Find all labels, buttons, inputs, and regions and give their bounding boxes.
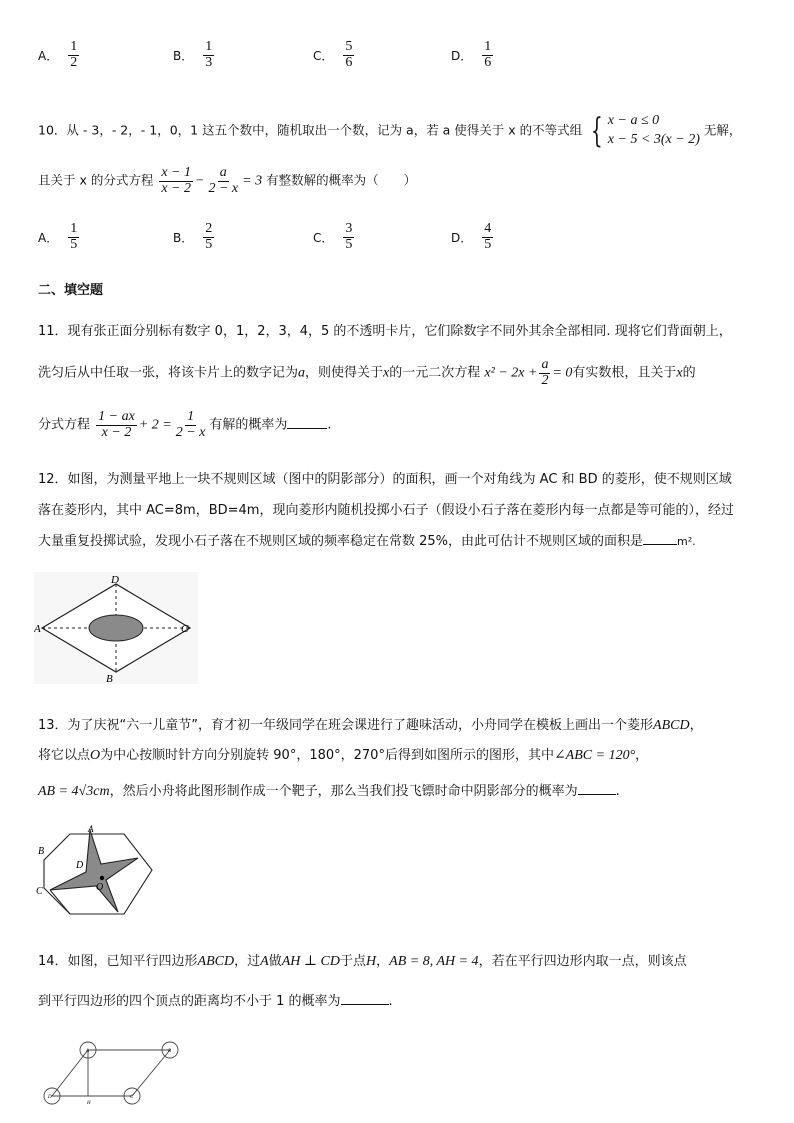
label-a: A — [88, 824, 94, 834]
q13-line3: AB = 4√3cm，然后小舟将此图形制作成一个靶子，那么当我们投飞镖时命中阴影部分的概率为 . — [38, 784, 620, 799]
fraction: $\frac{a}{2}$ — [541, 357, 549, 388]
q12-line3: 大量重复投掷试验，发现小石子落在不规则区域的频率稳定在常数 25%，由此可估计不规则区域的面积是 m². — [38, 534, 696, 549]
answer-blank — [643, 544, 677, 545]
fraction: $\frac{3}{5}$ — [345, 221, 353, 252]
q9-option-c: C． $\frac{5}{6}$ — [313, 39, 353, 70]
q10-option-a: A． $\frac{1}{5}$ — [38, 221, 78, 252]
fraction: $\frac{a}{2 - x}$ — [208, 165, 239, 196]
q10-option-c: C． $\frac{3}{5}$ — [313, 221, 353, 252]
fraction: $\frac{1}{2 - x}$ — [175, 409, 206, 440]
q9-option-b: B． $\frac{1}{3}$ — [173, 39, 213, 70]
fraction: $\frac{1}{6}$ — [484, 39, 492, 70]
fraction: $\frac{1}{3}$ — [205, 39, 213, 70]
label-d: D — [76, 860, 84, 871]
fraction: $\frac{4}{5}$ — [484, 221, 492, 252]
star-figure — [34, 822, 162, 924]
label-o: O — [96, 882, 104, 893]
label-b: B — [168, 1049, 172, 1054]
q10-line1: 10．从 - 3，- 2，- 1，0，1 这五个数中，随机取出一个数，记为 a，若 a 使得关于 x 的不等式组 { x − a ≤ 0 x − 5 < 3(x − 2) 无解， — [38, 110, 742, 151]
parallelogram — [52, 1050, 170, 1096]
inequality-system: { x − a ≤ 0 x − 5 < 3(x − 2) — [591, 110, 700, 151]
fraction: $\frac{1 - ax}{x - 2}$ — [98, 409, 135, 440]
label-b: B — [38, 846, 45, 857]
label-d: D — [111, 574, 119, 586]
answer-blank — [341, 1004, 389, 1005]
parallelogram-figure — [40, 1040, 185, 1108]
section-title: 二、填空题 — [38, 283, 104, 298]
answer-blank — [578, 794, 616, 795]
label-a: A — [86, 1049, 90, 1054]
label-c: C — [181, 623, 189, 635]
fraction: $\frac{5}{6}$ — [345, 39, 353, 70]
label-b: B — [106, 673, 113, 684]
fraction: $\frac{1}{5}$ — [70, 221, 78, 252]
label-h: H — [87, 1101, 91, 1106]
label-a: A — [34, 623, 41, 635]
fraction: $\frac{1}{2}$ — [70, 39, 78, 70]
answer-blank — [287, 428, 327, 429]
q11-line3: 分式方程 $\frac{1 - ax}{x - 2}$ + 2 = $\frac{1}{2 - x}$ 有解的概率为 . — [38, 409, 332, 440]
q10-line2: 且关于 x 的分式方程 $\frac{x - 1}{x - 2}$ − $\frac{a}{2 - x}$ = 3 有整数解的概率为（ ） — [38, 165, 417, 196]
q13-line1: 13．为了庆祝“六一儿童节”，育才初一年级同学在班会课进行了趣味活动，小舟同学在模板上画出一个菱形ABCD， — [38, 718, 703, 733]
q11-line1: 11．现有张正面分别标有数字 0，1，2，3，4，5 的不透明卡片，它们除数字不同外其余全部相同. 现将它们背面朝上， — [38, 324, 732, 339]
q11-line2: 洗匀后从中任取一张，将该卡片上的数字记为a，则使得关于x的一元二次方程 x² − 2x + $\frac{a}{2}$ = 0有实数根，且关于x的 — [38, 357, 696, 388]
q10-option-d: D． $\frac{4}{5}$ — [451, 221, 492, 252]
q14-line2: 到平行四边形的四个顶点的距离均不小于 1 的概率为 . — [38, 994, 393, 1009]
label-c: C — [130, 1095, 134, 1100]
center-point — [100, 876, 104, 880]
irregular-region — [89, 615, 143, 641]
q14-line1: 14．如图，已知平行四边形ABCD，过A做AH ⊥ CD于点H，AB = 8, AH = 4，若在平行四边形内取一点，则该点 — [38, 954, 687, 969]
label-c: C — [36, 886, 43, 897]
q12-line2: 落在菱形内，其中 AC=8m，BD=4m，现向菱形内随机投掷小石子（假设小石子落在菱形内每一点都是等可能的），经过 — [38, 503, 734, 518]
q10-option-b: B． $\frac{2}{5}$ — [173, 221, 213, 252]
q9-option-d: D． $\frac{1}{6}$ — [451, 39, 492, 70]
fraction: $\frac{x - 1}{x - 2}$ — [161, 165, 192, 196]
fraction: $\frac{2}{5}$ — [205, 221, 213, 252]
label-d: D — [48, 1095, 52, 1100]
q12-line1: 12．如图，为测量平地上一块不规则区域（图中的阴影部分）的面积，画一个对角线为 AC 和 BD 的菱形，使不规则区域 — [38, 472, 732, 487]
rhombus-figure — [34, 572, 204, 684]
q9-option-a: A． $\frac{1}{2}$ — [38, 39, 78, 70]
q13-line2: 将它以点O为中心按顺时针方向分别旋转 90°，180°，270°后得到如图所示的图形，其中∠ABC = 120°， — [38, 748, 649, 763]
